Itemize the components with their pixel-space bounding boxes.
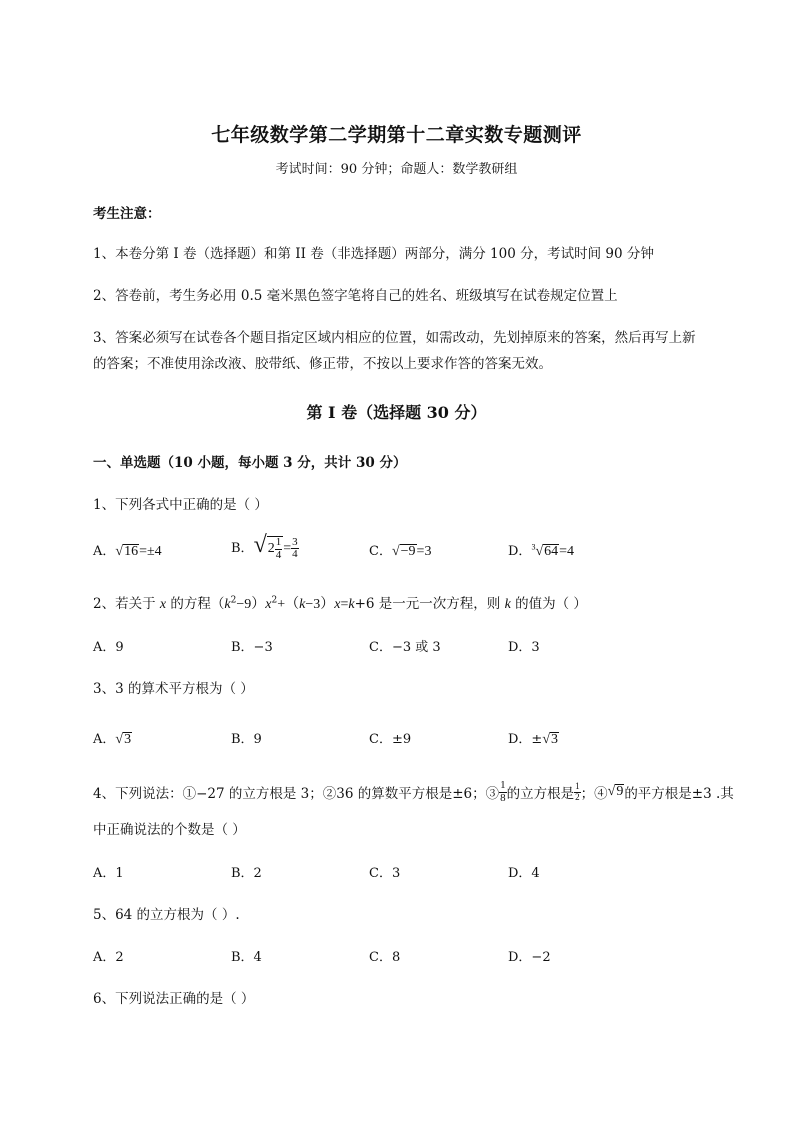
question-4-option-c: C．3 — [369, 866, 401, 881]
question-2-option-c: C．−3 或 3 — [369, 640, 441, 655]
question-5-option-c: C．8 — [369, 950, 401, 965]
option-label: D． — [508, 544, 532, 559]
fraction-denominator: 4 — [275, 548, 282, 561]
question-4-stem-line-2: 中正确说法的个数是（ ） — [93, 822, 246, 838]
question-1-option-a: A．√16=±4 — [93, 544, 162, 559]
question-4-option-d: D．4 — [508, 866, 540, 881]
exam-info: 考试时间：90 分钟；命题人：数学教研组 — [275, 162, 518, 177]
notice-heading: 考生注意： — [93, 206, 161, 222]
option-expression: =±4 — [139, 544, 162, 559]
option-label: C． — [369, 544, 392, 559]
equals-sign: = — [283, 541, 292, 556]
question-3-option-c: C．±9 — [369, 732, 412, 747]
question-4-stem-line-1: 4、下列说法：①−27 的立方根是 3；②36 的算数平方根是±6；③ $\frac{1}{8}$ 的立方根是 $\frac{1}{2}$ ；④ √9 的平方根是±3 .其 — [93, 779, 734, 804]
question-5-option-a: A．2 — [93, 950, 124, 965]
radicand: 3 — [124, 732, 132, 747]
question-1-stem: 1、下列各式中正确的是（ ） — [93, 497, 268, 513]
question-5-stem: 5、64 的立方根为（ ）. — [93, 907, 240, 923]
option-label: A． — [93, 732, 116, 747]
question-3-option-b: B．9 — [231, 732, 262, 747]
notice-item-3-line-1: 3、答案必须写在试卷各个题目指定区域内相应的位置，如需改动，先划掉原来的答案，然后再写上新 — [93, 330, 696, 346]
notice-item-1: 1、本卷分第 I 卷（选择题）和第 II 卷（非选择题）两部分，满分 100 分，考试时间 90 分钟 — [93, 246, 654, 262]
fraction-numerator: 1 — [275, 536, 282, 549]
mixed-whole: 2 — [267, 541, 275, 556]
question-4-option-b: B．2 — [231, 866, 262, 881]
option-expression: =3 — [416, 544, 432, 559]
option-label: D．± — [508, 732, 543, 747]
question-2-option-b: B．−3 — [231, 640, 273, 655]
option-label: A． — [93, 544, 116, 559]
question-2-option-d: D．3 — [508, 640, 540, 655]
root-index: 3 — [531, 542, 536, 552]
section-title: 第 I 卷（选择题 30 分） — [306, 403, 487, 422]
page-title: 七年级数学第二学期第十二章实数专题测评 — [211, 124, 582, 146]
question-1-option-c: C．√−9=3 — [369, 544, 432, 559]
notice-item-2: 2、答卷前，考生务必用 0.5 毫米黑色签字笔将自己的姓名、班级填写在试卷规定位置上 — [93, 288, 618, 304]
notice-item-3-line-2: 的答案；不准使用涂改液、胶带纸、修正带，不按以上要求作答的答案无效。 — [93, 356, 552, 372]
fraction-one-half: $\frac{1}{2}$ — [575, 781, 580, 802]
fraction-one-eighth: $\frac{1}{8}$ — [500, 779, 506, 804]
fraction-denominator: 4 — [292, 548, 298, 561]
question-3-option-a: A．√3 — [93, 732, 132, 747]
question-5-option-d: D．−2 — [508, 950, 551, 965]
question-4-option-a: A．1 — [93, 866, 124, 881]
part-heading: 一、单选题（10 小题，每小题 3 分，共计 30 分） — [93, 455, 407, 471]
option-expression: =4 — [559, 544, 575, 559]
question-6-stem: 6、下列说法正确的是（ ） — [93, 991, 255, 1007]
fraction-numerator: 3 — [292, 535, 298, 548]
radicand: −9 — [400, 544, 416, 559]
question-1-option-d: D．$^3$√64=4 — [508, 542, 575, 559]
radicand: 9 — [616, 784, 624, 800]
radicand: 16 — [124, 544, 139, 559]
radicand: 64 — [544, 544, 559, 559]
question-1-option-b: B．√ 2 $\frac{1}{4}$ = $\frac{3}{4}$ — [231, 532, 298, 561]
question-2-option-a: A．9 — [93, 640, 124, 655]
question-3-option-d: D．±√3 — [508, 732, 559, 747]
question-2-stem: 2、若关于 x 的方程$(k^2-9)x^2+(k-3)x=k+6$ 是一元一次方程，则 k 的值为（ ） — [93, 595, 587, 612]
radicand: 3 — [551, 732, 559, 747]
question-5-option-b: B．4 — [231, 950, 262, 965]
option-label: B． — [231, 541, 254, 556]
question-3-stem: 3、3 的算术平方根为（ ） — [93, 681, 254, 697]
